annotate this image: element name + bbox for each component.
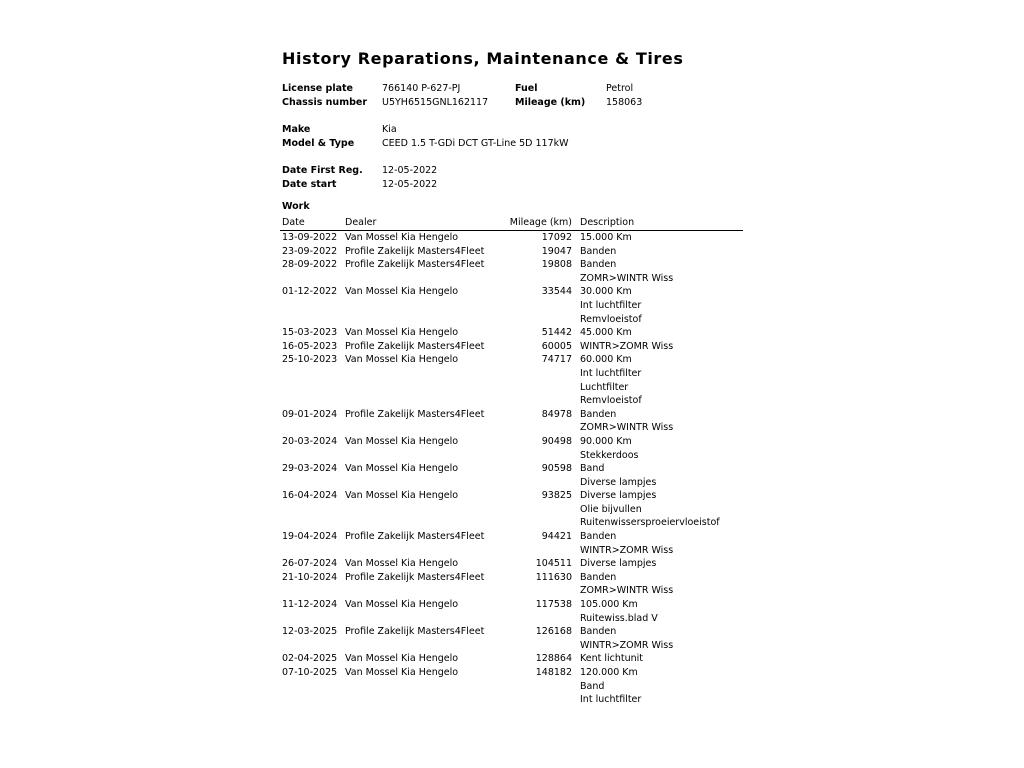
description-line: 60.000 Km bbox=[580, 354, 632, 366]
row-date: 16-04-2024 bbox=[282, 490, 338, 502]
table-row bbox=[280, 462, 743, 489]
row-description bbox=[580, 408, 743, 435]
description-line: Int luchtfilter bbox=[580, 694, 642, 706]
description-line: Luchtfilter bbox=[580, 381, 629, 393]
table-row bbox=[280, 326, 743, 340]
table-row bbox=[280, 258, 743, 285]
first-reg-label: Date First Reg. bbox=[282, 165, 363, 176]
model-value: CEED 1.5 T-GDi DCT GT-Line 5D 117kW bbox=[382, 138, 569, 149]
model-label: Model & Type bbox=[282, 138, 355, 149]
row-date: 15-03-2023 bbox=[282, 327, 338, 339]
row-dealer: Profile Zakelijk Masters4Fleet bbox=[345, 259, 485, 271]
row-description bbox=[580, 258, 743, 285]
table-row bbox=[280, 408, 743, 435]
page-title: History Reparations, Maintenance & Tires bbox=[282, 49, 684, 68]
row-date: 12-03-2025 bbox=[282, 626, 338, 638]
row-mileage: 74717 bbox=[541, 354, 572, 366]
row-description bbox=[580, 557, 743, 571]
description-line: Banden bbox=[580, 626, 617, 638]
row-dealer: Profile Zakelijk Masters4Fleet bbox=[345, 626, 485, 638]
row-date: 26-07-2024 bbox=[282, 558, 338, 570]
row-mileage: 111630 bbox=[535, 571, 572, 583]
row-mileage: 33544 bbox=[541, 286, 572, 298]
table-row bbox=[280, 353, 743, 407]
row-description bbox=[580, 353, 743, 407]
description-line: ZOMR>WINTR Wiss bbox=[580, 422, 674, 434]
row-date: 09-01-2024 bbox=[282, 408, 338, 420]
table-row bbox=[280, 530, 743, 557]
table-row bbox=[280, 625, 743, 652]
description-line: Kent lichtunit bbox=[580, 653, 644, 665]
description-line: Banden bbox=[580, 259, 617, 271]
description-line: WINTR>ZOMR Wiss bbox=[580, 639, 674, 651]
description-line: 120.000 Km bbox=[580, 667, 638, 678]
description-line: 15.000 Km bbox=[580, 232, 632, 243]
row-date: 28-09-2022 bbox=[282, 259, 338, 271]
row-date: 16-05-2023 bbox=[282, 340, 338, 352]
row-dealer: Van Mossel Kia Hengelo bbox=[345, 354, 459, 366]
header-description: Description bbox=[580, 217, 635, 228]
row-date: 25-10-2023 bbox=[282, 354, 338, 366]
table-row bbox=[280, 598, 743, 625]
row-description bbox=[580, 652, 743, 666]
row-dealer: Van Mossel Kia Hengelo bbox=[345, 232, 459, 243]
row-mileage: 90498 bbox=[541, 435, 572, 447]
row-mileage: 117538 bbox=[535, 599, 572, 611]
row-mileage: 126168 bbox=[535, 626, 572, 638]
table-row bbox=[280, 557, 743, 571]
description-line: Band bbox=[580, 463, 605, 475]
row-date: 02-04-2025 bbox=[282, 653, 338, 665]
description-line: Stekkerdoos bbox=[580, 449, 639, 461]
row-date: 23-09-2022 bbox=[282, 245, 338, 257]
table-row bbox=[280, 245, 743, 259]
fuel-value: Petrol bbox=[606, 83, 634, 94]
description-line: 105.000 Km bbox=[580, 599, 638, 611]
header-date: Date bbox=[282, 217, 305, 228]
table-row bbox=[280, 231, 743, 245]
row-date: 20-03-2024 bbox=[282, 435, 338, 447]
description-line: Int luchtfilter bbox=[580, 367, 642, 379]
license-plate-label: License plate bbox=[282, 83, 354, 94]
row-dealer: Profile Zakelijk Masters4Fleet bbox=[345, 408, 485, 420]
row-description bbox=[580, 625, 743, 652]
row-mileage: 19808 bbox=[541, 259, 572, 271]
row-date: 11-12-2024 bbox=[282, 599, 338, 611]
header-dealer: Dealer bbox=[345, 217, 377, 228]
description-line: Banden bbox=[580, 531, 617, 543]
row-dealer: Van Mossel Kia Hengelo bbox=[345, 653, 459, 665]
row-mileage: 93825 bbox=[541, 490, 572, 502]
description-line: Remvloeistof bbox=[580, 313, 642, 325]
description-line: Ruitewiss.blad V bbox=[580, 612, 658, 624]
description-line: Olie bijvullen bbox=[580, 503, 642, 515]
row-description bbox=[580, 340, 743, 354]
date-start-value: 12-05-2022 bbox=[382, 179, 438, 190]
row-date: 21-10-2024 bbox=[282, 571, 338, 583]
row-description bbox=[580, 666, 743, 707]
make-label: Make bbox=[282, 124, 311, 135]
description-line: WINTR>ZOMR Wiss bbox=[580, 544, 674, 556]
row-mileage: 128864 bbox=[535, 653, 572, 665]
description-line: Diverse lampjes bbox=[580, 558, 657, 570]
row-mileage: 60005 bbox=[541, 340, 572, 352]
row-description bbox=[580, 489, 743, 530]
description-line: Diverse lampjes bbox=[580, 476, 657, 488]
table-row bbox=[280, 340, 743, 354]
row-description bbox=[580, 231, 743, 245]
row-mileage: 90598 bbox=[541, 463, 572, 475]
row-date: 01-12-2022 bbox=[282, 286, 338, 298]
row-dealer: Van Mossel Kia Hengelo bbox=[345, 435, 459, 447]
date-start-label: Date start bbox=[282, 179, 337, 190]
row-dealer: Profile Zakelijk Masters4Fleet bbox=[345, 245, 485, 257]
row-mileage: 148182 bbox=[535, 667, 572, 678]
row-date: 07-10-2025 bbox=[282, 667, 338, 678]
description-line: Band bbox=[580, 680, 605, 692]
table-row bbox=[280, 666, 743, 707]
description-line: Ruitenwissersproeiervloeistof bbox=[580, 517, 720, 529]
row-date: 19-04-2024 bbox=[282, 531, 338, 543]
row-dealer: Van Mossel Kia Hengelo bbox=[345, 463, 459, 475]
make-value: Kia bbox=[382, 124, 397, 135]
first-reg-value: 12-05-2022 bbox=[382, 165, 438, 176]
row-dealer: Profile Zakelijk Masters4Fleet bbox=[345, 531, 485, 543]
chassis-label: Chassis number bbox=[282, 97, 368, 108]
row-description bbox=[580, 598, 743, 625]
fuel-label: Fuel bbox=[515, 83, 538, 94]
description-line: 90.000 Km bbox=[580, 435, 632, 447]
row-date: 13-09-2022 bbox=[282, 232, 338, 243]
row-mileage: 19047 bbox=[541, 245, 572, 257]
mileage-label: Mileage (km) bbox=[515, 97, 586, 108]
work-section-title: Work bbox=[282, 201, 310, 212]
table-row bbox=[280, 652, 743, 666]
row-description bbox=[580, 571, 743, 598]
row-dealer: Van Mossel Kia Hengelo bbox=[345, 558, 459, 570]
row-description bbox=[580, 285, 743, 326]
description-line: Banden bbox=[580, 408, 617, 420]
description-line: WINTR>ZOMR Wiss bbox=[580, 340, 674, 352]
table-row bbox=[280, 435, 743, 462]
row-dealer: Van Mossel Kia Hengelo bbox=[345, 490, 459, 502]
description-line: Remvloeistof bbox=[580, 395, 642, 407]
row-description bbox=[580, 326, 743, 340]
row-dealer: Profile Zakelijk Masters4Fleet bbox=[345, 340, 485, 352]
row-mileage: 104511 bbox=[535, 558, 572, 570]
row-description bbox=[580, 435, 743, 462]
description-line: Banden bbox=[580, 245, 617, 257]
description-line: 30.000 Km bbox=[580, 286, 632, 298]
row-dealer: Van Mossel Kia Hengelo bbox=[345, 667, 459, 678]
row-dealer: Van Mossel Kia Hengelo bbox=[345, 599, 459, 611]
work-table-body bbox=[280, 231, 743, 707]
row-date: 29-03-2024 bbox=[282, 463, 338, 475]
chassis-value: U5YH6515GNL162117 bbox=[382, 97, 489, 108]
license-plate-value: 766140 P-627-PJ bbox=[382, 83, 461, 94]
description-line: 45.000 Km bbox=[580, 327, 632, 339]
row-dealer: Van Mossel Kia Hengelo bbox=[345, 327, 459, 339]
row-dealer: Profile Zakelijk Masters4Fleet bbox=[345, 571, 485, 583]
header-mileage: Mileage (km) bbox=[509, 217, 572, 228]
description-line: Diverse lampjes bbox=[580, 490, 657, 502]
row-dealer: Van Mossel Kia Hengelo bbox=[345, 286, 459, 298]
table-row bbox=[280, 571, 743, 598]
table-row bbox=[280, 285, 743, 326]
description-line: Int luchtfilter bbox=[580, 299, 642, 311]
row-mileage: 51442 bbox=[541, 327, 572, 339]
row-description bbox=[580, 462, 743, 489]
table-row bbox=[280, 489, 743, 530]
row-mileage: 17092 bbox=[541, 232, 572, 243]
row-description bbox=[580, 530, 743, 557]
description-line: ZOMR>WINTR Wiss bbox=[580, 272, 674, 284]
description-line: Banden bbox=[580, 571, 617, 583]
row-mileage: 84978 bbox=[541, 408, 572, 420]
description-line: ZOMR>WINTR Wiss bbox=[580, 585, 674, 597]
work-table-header bbox=[280, 217, 743, 231]
row-description bbox=[580, 245, 743, 259]
mileage-value: 158063 bbox=[606, 97, 643, 108]
row-mileage: 94421 bbox=[541, 531, 572, 543]
